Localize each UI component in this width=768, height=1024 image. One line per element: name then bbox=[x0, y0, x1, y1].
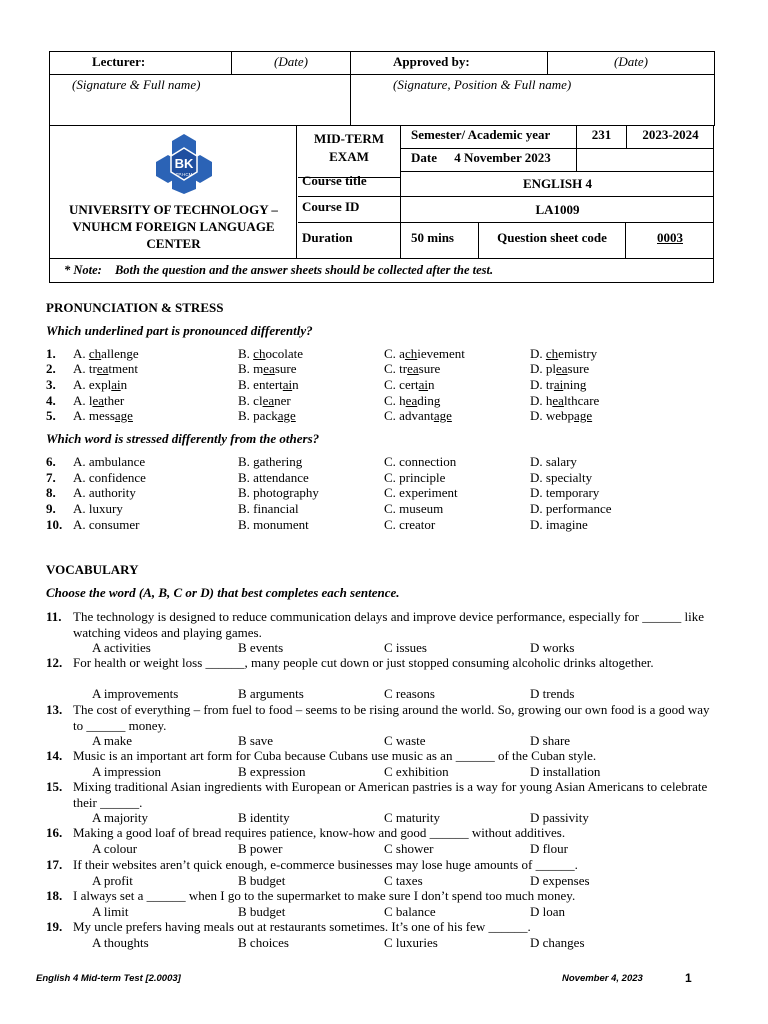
underlined-part: ai bbox=[111, 377, 121, 392]
question-number: 3. bbox=[46, 377, 56, 392]
university-name: UNIVERSITY OF TECHNOLOGY – VNUHCM FOREIGN LANGUAGE CENTER bbox=[69, 202, 278, 251]
option-b bbox=[238, 393, 291, 409]
approver-signature: (Signature, Position & Full name) bbox=[351, 75, 715, 126]
option-c: C taxes bbox=[384, 873, 423, 888]
instruction-pronunciation: Which underlined part is pronounced differently? bbox=[46, 323, 313, 338]
option-d: D flour bbox=[530, 841, 568, 856]
question-number: 6. bbox=[46, 454, 56, 469]
option-a: A. authority bbox=[73, 485, 136, 500]
option-d bbox=[530, 361, 589, 377]
option-c bbox=[384, 361, 440, 377]
option-a bbox=[73, 346, 139, 362]
underlined-part: age bbox=[433, 408, 452, 423]
underlined-part: ch bbox=[253, 346, 266, 361]
course-title-value: ENGLISH 4 bbox=[401, 172, 714, 197]
option-c: C maturity bbox=[384, 810, 440, 825]
question-row bbox=[0, 485, 768, 501]
option-c: C. creator bbox=[384, 517, 436, 532]
svg-text:TP.HCM: TP.HCM bbox=[175, 172, 193, 177]
option-text: B. entert bbox=[238, 377, 283, 392]
date-block bbox=[401, 149, 577, 172]
option-c: C exhibition bbox=[384, 764, 449, 779]
option-d: D loan bbox=[530, 904, 566, 919]
option-a: A majority bbox=[92, 810, 148, 825]
option-b: B identity bbox=[238, 810, 290, 825]
question-row bbox=[0, 501, 768, 517]
semester-label: Semester/ Academic year bbox=[401, 126, 577, 149]
date-value: 4 November 2023 bbox=[454, 150, 551, 165]
option-text: ning bbox=[563, 377, 587, 392]
option-b bbox=[238, 408, 296, 424]
option-b: B. financial bbox=[238, 501, 299, 516]
option-b bbox=[238, 377, 299, 393]
option-text: allenge bbox=[101, 346, 139, 361]
footer-date: November 4, 2023 bbox=[562, 973, 643, 984]
option-a: A. ambulance bbox=[73, 454, 146, 469]
note-label: * Note: bbox=[64, 263, 102, 277]
option-b: B. gathering bbox=[238, 454, 303, 469]
date-label: Date bbox=[411, 150, 437, 165]
question-stem: Mixing traditional Asian ingredients with European or American pastries is a way for young Asian Americans to celebrate their ______. bbox=[73, 779, 708, 810]
option-text: ner bbox=[274, 393, 291, 408]
option-d bbox=[530, 408, 592, 424]
option-text: lthcare bbox=[563, 393, 600, 408]
option-text: B. m bbox=[238, 361, 264, 376]
lecturer-label: Lecturer: bbox=[50, 52, 232, 75]
option-text: D. h bbox=[530, 393, 553, 408]
option-text: B. bbox=[238, 346, 254, 361]
option-text: sure bbox=[418, 361, 441, 376]
underlined-part: ea bbox=[262, 393, 275, 408]
question-number: 15. bbox=[46, 779, 63, 794]
option-c: C. connection bbox=[384, 454, 457, 469]
option-c: C luxuries bbox=[384, 935, 438, 950]
option-text: B. cl bbox=[238, 393, 263, 408]
option-c: C balance bbox=[384, 904, 436, 919]
option-text: D. webp bbox=[530, 408, 575, 423]
option-c: C waste bbox=[384, 733, 426, 748]
option-d: D expenses bbox=[530, 873, 590, 888]
question-stem: If their websites aren’t quick enough, e-commerce businesses may lose huge amounts of ______. bbox=[73, 857, 578, 872]
option-text: A. expl bbox=[73, 377, 112, 392]
option-a bbox=[73, 393, 124, 409]
option-b: B budget bbox=[238, 873, 286, 888]
option-c bbox=[384, 393, 440, 409]
option-c: C. principle bbox=[384, 470, 446, 485]
option-text: sure bbox=[567, 361, 590, 376]
academic-year: 2023-2024 bbox=[627, 126, 714, 149]
approved-label: Approved by: bbox=[351, 52, 548, 75]
option-b: B. attendance bbox=[238, 470, 309, 485]
option-a: A. consumer bbox=[73, 517, 140, 532]
option-d: D share bbox=[530, 733, 571, 748]
question-number: 16. bbox=[46, 825, 63, 840]
underlined-part: ea bbox=[96, 361, 109, 376]
option-a: A improvements bbox=[92, 686, 179, 701]
option-a: A thoughts bbox=[92, 935, 149, 950]
instruction-vocabulary: Choose the word (A, B, C or D) that best completes each sentence. bbox=[46, 585, 400, 600]
question-number: 17. bbox=[46, 857, 63, 872]
option-a bbox=[73, 408, 133, 424]
option-text: ocolate bbox=[265, 346, 303, 361]
option-text: B. pack bbox=[238, 408, 278, 423]
question-number: 14. bbox=[46, 748, 63, 763]
lecturer-date: (Date) bbox=[232, 52, 351, 75]
option-c bbox=[384, 408, 452, 424]
course-title-label: Course title bbox=[298, 172, 401, 197]
question-row bbox=[0, 346, 768, 362]
question-number: 8. bbox=[46, 485, 56, 500]
option-text: A. l bbox=[73, 393, 93, 408]
exam-type: MID-TERM EXAM bbox=[298, 126, 401, 178]
option-c: C issues bbox=[384, 640, 427, 655]
section-title-pronunciation: PRONUNCIATION & STRESS bbox=[46, 300, 224, 315]
question-number: 13. bbox=[46, 702, 63, 717]
underlined-part: ai bbox=[282, 377, 293, 392]
option-b bbox=[238, 346, 303, 362]
underlined-part: ch bbox=[88, 346, 102, 361]
option-text: C. cert bbox=[384, 377, 419, 392]
question-row bbox=[0, 377, 768, 393]
underlined-part: ea bbox=[407, 361, 419, 376]
exam-note bbox=[50, 258, 713, 282]
option-b: B budget bbox=[238, 904, 286, 919]
option-d: D changes bbox=[530, 935, 585, 950]
question-stem: Making a good loaf of bread requires patience, know-how and good ______ without additives. bbox=[73, 825, 566, 840]
question-number: 2. bbox=[46, 361, 56, 376]
section-title-vocabulary: VOCABULARY bbox=[46, 562, 139, 577]
option-c: C shower bbox=[384, 841, 434, 856]
option-c: C reasons bbox=[384, 686, 435, 701]
exam-info-box bbox=[49, 125, 714, 283]
option-a: A. luxury bbox=[73, 501, 123, 516]
duration-value: 50 mins bbox=[401, 223, 479, 258]
underlined-part: age bbox=[114, 408, 133, 423]
question-row bbox=[0, 393, 768, 409]
question-number: 19. bbox=[46, 919, 63, 934]
option-b: B save bbox=[238, 733, 274, 748]
option-a: A profit bbox=[92, 873, 133, 888]
question-stem: I always set a ______ when I go to the supermarket to make sure I don’t spend too much money. bbox=[73, 888, 576, 903]
page-number: 1 bbox=[685, 971, 692, 985]
question-number: 7. bbox=[46, 470, 56, 485]
duration-label: Duration bbox=[298, 223, 401, 258]
underlined-part: ea bbox=[263, 361, 275, 376]
course-id-label: Course ID bbox=[298, 197, 401, 223]
note-text: Both the question and the answer sheets should be collected after the test. bbox=[114, 263, 494, 277]
question-stem: The technology is designed to reduce communication delays and improve device performance, especially for ______ like watching videos and playing games. bbox=[73, 609, 705, 640]
underlined-part: ch bbox=[545, 346, 559, 361]
footer-title: English 4 Mid-term Test [2.0003] bbox=[36, 973, 181, 984]
instruction-stress: Which word is stressed differently from the others? bbox=[46, 431, 320, 446]
option-d: D installation bbox=[530, 764, 601, 779]
option-a: A impression bbox=[92, 764, 161, 779]
lecturer-signature: (Signature & Full name) bbox=[50, 75, 351, 126]
option-a bbox=[73, 361, 138, 377]
option-d bbox=[530, 346, 597, 362]
underlined-part: ea bbox=[92, 393, 105, 408]
semester-value: 231 bbox=[577, 126, 627, 149]
option-b: B events bbox=[238, 640, 284, 655]
university-logo-icon bbox=[153, 132, 215, 194]
underlined-part: ea bbox=[556, 361, 568, 376]
option-text: A. mess bbox=[73, 408, 115, 423]
option-text: ievement bbox=[417, 346, 465, 361]
question-row bbox=[0, 361, 768, 377]
option-text: D. pl bbox=[530, 361, 556, 376]
question-number: 5. bbox=[46, 408, 56, 423]
question-code-label: Question sheet code bbox=[479, 223, 626, 258]
option-d: D. temporary bbox=[530, 485, 600, 500]
option-b: B expression bbox=[238, 764, 306, 779]
option-text: C. advant bbox=[384, 408, 434, 423]
option-d: D trends bbox=[530, 686, 575, 701]
question-row bbox=[0, 454, 768, 470]
question-stem: For health or weight loss ______, many people cut down or just stopped consuming alcoholic drinks altogether. bbox=[73, 655, 654, 670]
option-text: C. tr bbox=[384, 361, 408, 376]
option-d: D. performance bbox=[530, 501, 612, 516]
question-code-value: 0003 bbox=[657, 230, 683, 245]
course-id-value: LA1009 bbox=[401, 197, 714, 223]
option-d bbox=[530, 393, 599, 409]
option-d: D works bbox=[530, 640, 575, 655]
option-d bbox=[530, 377, 586, 393]
option-a bbox=[73, 377, 127, 393]
option-text: n bbox=[428, 377, 435, 392]
underlined-part: ea bbox=[552, 393, 564, 408]
option-text: A. bbox=[73, 346, 89, 361]
option-text: ding bbox=[417, 393, 441, 408]
option-a: A make bbox=[92, 733, 133, 748]
option-text: D. tr bbox=[530, 377, 554, 392]
underlined-part: ch bbox=[404, 346, 418, 361]
question-number: 11. bbox=[46, 609, 62, 624]
question-row bbox=[0, 408, 768, 424]
question-row bbox=[0, 517, 768, 533]
option-d: D. specialty bbox=[530, 470, 593, 485]
option-text: D. bbox=[530, 346, 546, 361]
option-b: B choices bbox=[238, 935, 289, 950]
option-b: B arguments bbox=[238, 686, 304, 701]
option-text: sure bbox=[274, 361, 297, 376]
university-block bbox=[50, 126, 297, 258]
option-c bbox=[384, 377, 435, 393]
question-number: 18. bbox=[46, 888, 63, 903]
question-number: 12. bbox=[46, 655, 63, 670]
option-a: A limit bbox=[92, 904, 129, 919]
option-text: A. tr bbox=[73, 361, 97, 376]
option-text: emistry bbox=[558, 346, 598, 361]
question-stem: The cost of everything – from fuel to food – seems to be rising around the world. So, growing our own food is a good way to ______ money. bbox=[73, 702, 710, 733]
option-text: tment bbox=[108, 361, 138, 376]
option-text: ther bbox=[104, 393, 125, 408]
option-b: B power bbox=[238, 841, 283, 856]
date-blank bbox=[577, 149, 714, 172]
underlined-part: ai bbox=[418, 377, 429, 392]
option-d: D passivity bbox=[530, 810, 589, 825]
underlined-part: age bbox=[574, 408, 593, 423]
option-d: D. salary bbox=[530, 454, 577, 469]
option-text: C. h bbox=[384, 393, 406, 408]
option-c: C. museum bbox=[384, 501, 444, 516]
option-a: A activities bbox=[92, 640, 151, 655]
option-c bbox=[384, 346, 465, 362]
option-text: C. a bbox=[384, 346, 405, 361]
option-b: B. monument bbox=[238, 517, 309, 532]
option-a: A colour bbox=[92, 841, 138, 856]
option-b bbox=[238, 361, 297, 377]
question-number: 1. bbox=[46, 346, 56, 361]
question-stem: Music is an important art form for Cuba because Cubans use music as an ______ of the Cuban style. bbox=[73, 748, 597, 763]
option-text: n bbox=[120, 377, 128, 392]
option-text: n bbox=[292, 377, 299, 392]
option-c: C. experiment bbox=[384, 485, 458, 500]
question-stem: My uncle prefers having meals out at restaurants sometimes. It’s one of his few ______. bbox=[73, 919, 531, 934]
option-b: B. photography bbox=[238, 485, 319, 500]
underlined-part: ai bbox=[553, 377, 564, 392]
question-number: 9. bbox=[46, 501, 56, 516]
approved-date: (Date) bbox=[548, 52, 715, 75]
question-number: 10. bbox=[46, 517, 63, 532]
signature-table bbox=[49, 51, 715, 126]
option-a: A. confidence bbox=[73, 470, 146, 485]
underlined-part: age bbox=[277, 408, 296, 423]
option-d: D. imagine bbox=[530, 517, 588, 532]
question-row bbox=[0, 470, 768, 486]
underlined-part: ea bbox=[405, 393, 418, 408]
svg-text:BK: BK bbox=[174, 156, 194, 171]
question-number: 4. bbox=[46, 393, 56, 408]
